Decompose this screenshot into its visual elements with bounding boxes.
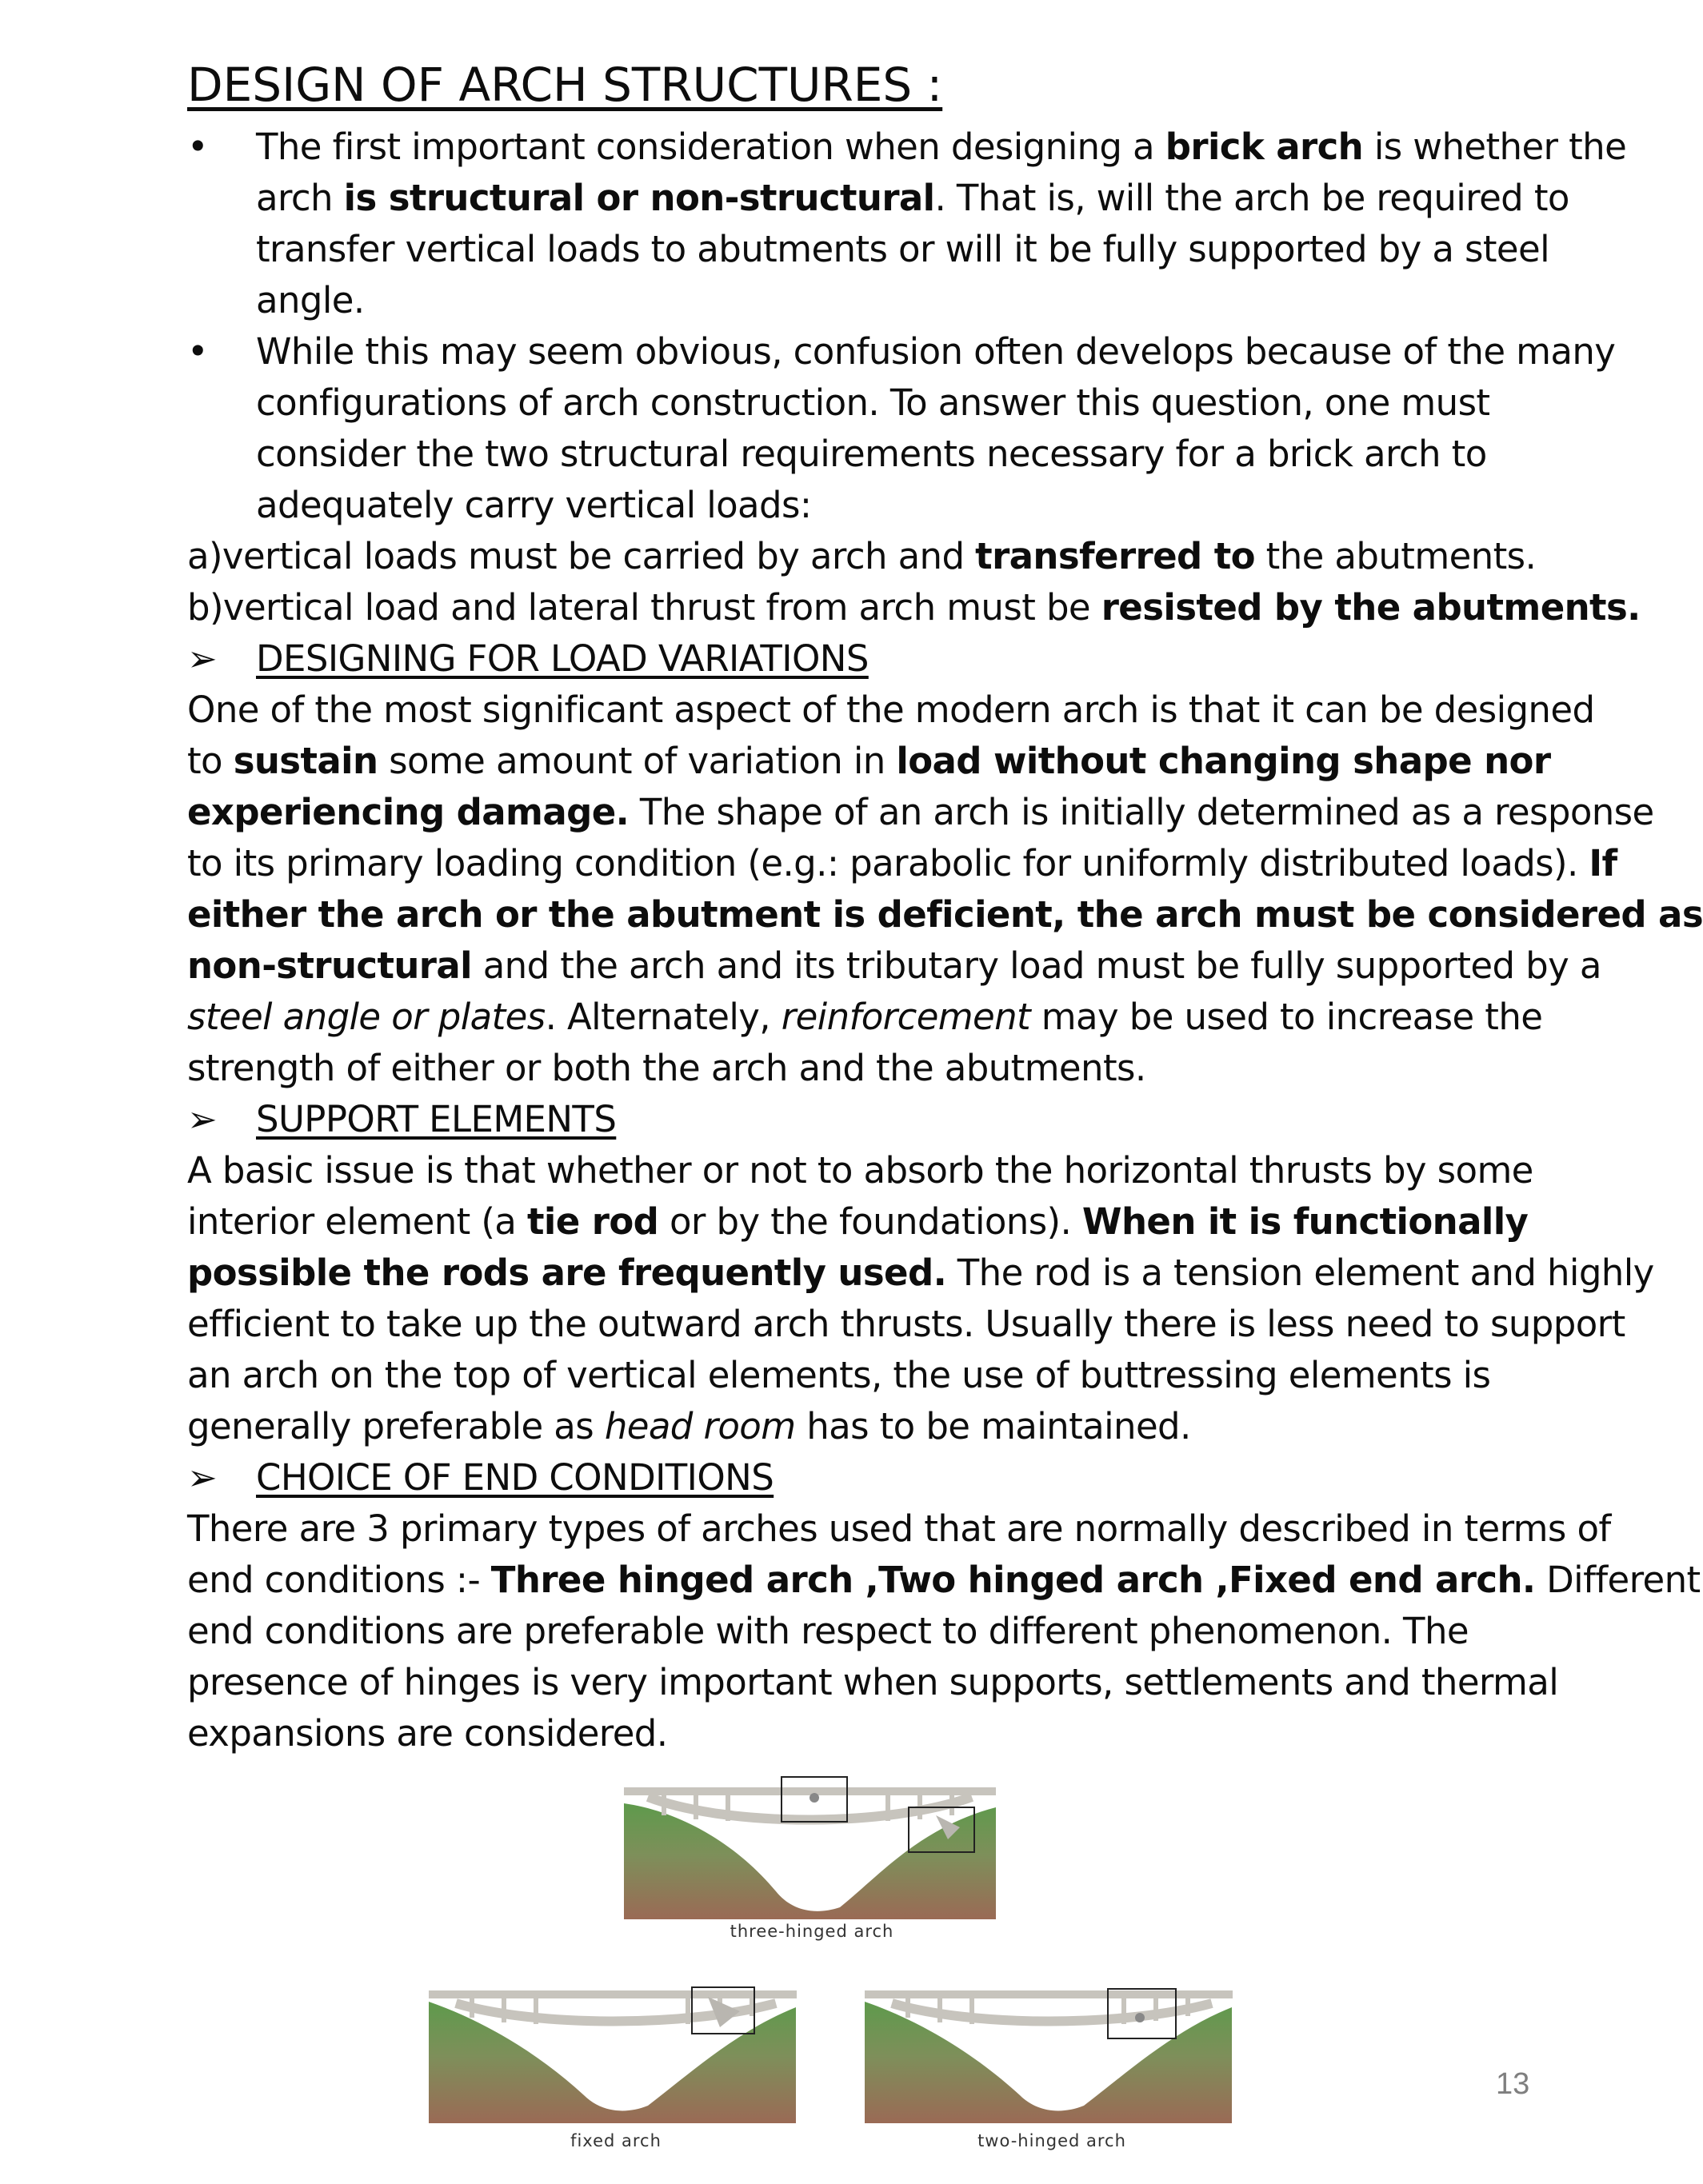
bullet-list [187,122,1627,531]
three-hinged-arch-label: three-hinged arch [730,1922,894,1941]
content [187,48,1703,1759]
text-line [187,736,1611,787]
text-line [187,1299,1625,1350]
text-run: The shape of an arch is initially determined as a response [629,791,1654,833]
text-line [256,480,1611,531]
arrow-bullet-icon: ➢ [187,637,218,680]
text-line [187,685,1611,736]
text-line [187,1196,1611,1248]
text-run: transfer vertical loads to abutments or will it be fully supported by a steel [256,228,1549,270]
text-line [187,889,1703,940]
text-run: efficient to take up the outward arch thrusts. Usually there is less need to support [187,1303,1625,1345]
text-run: to [187,740,234,782]
text-run: consider the two structural requirements necessary for a brick arch to [256,433,1487,475]
text-run: . That is, will the arch be required to [934,177,1569,219]
two-hinged-arch-image [860,1979,1244,2127]
text-run: end conditions are preferable with respect to different phenomenon. The [187,1610,1469,1652]
arrow-bullet-icon: ➢ [187,1098,218,1140]
text-run: There are 3 primary types of arches used that are normally described in terms of [187,1507,1611,1550]
text-line [187,787,1654,838]
text-run: expansions are considered. [187,1712,668,1755]
text-run: Different [1535,1559,1701,1601]
bold-text: brick arch [1165,126,1364,168]
section [187,1452,1701,1759]
text-line [187,1606,1611,1657]
text-line [187,940,1611,992]
bold-text: transferred to [975,535,1255,577]
text-line [187,1555,1701,1606]
text-run: The rod is a tension element and highly [946,1252,1654,1294]
requirement-line [187,582,1641,633]
text-run: or by the foundations). [658,1200,1082,1243]
text-line [256,173,1611,224]
bold-text: possible the rods are frequently used. [187,1252,947,1294]
text-line [187,838,1617,889]
bullet-item [187,122,1627,326]
bold-text: either the arch or the abutment is deficient, the arch must be considered as [187,893,1703,936]
text-line [256,429,1611,480]
text-line [256,122,1627,173]
bold-text: If [1589,842,1617,884]
three-hinged-arch-image [616,1771,1008,1923]
bold-text: resisted by the abutments. [1101,586,1641,629]
text-run: strength of either or both the arch and the abutments. [187,1047,1146,1089]
bold-text: is structural or non-structural [343,177,935,219]
text-run: and the arch and its tributary load must be fully supported by a [472,944,1601,987]
text-run: A basic issue is that whether or not to absorb the horizontal thrusts by some [187,1149,1533,1192]
text-line [256,275,1611,326]
section [187,633,1703,1094]
bold-text: When it is functionally [1081,1200,1529,1243]
fixed-arch-figure [424,1979,808,2151]
text-line [187,1350,1611,1401]
sections [187,633,1703,1759]
section-heading [187,1094,1611,1145]
requirement-line [187,531,1611,582]
bullet-item [187,326,1616,531]
text-run: One of the most significant aspect of the modern arch is that it can be designed [187,689,1595,731]
bullet-marker: • [187,126,208,168]
bullet-marker: • [187,330,208,373]
bold-text: tie rod [527,1200,659,1243]
text-run: a)vertical loads must be carried by arch and [187,535,976,577]
text-run: presence of hinges is very important when supports, settlements and thermal [187,1661,1559,1703]
section-heading-text: DESIGNING FOR LOAD VARIATIONS [256,637,869,680]
text-run: the abutments. [1254,535,1537,577]
section-heading-text: CHOICE OF END CONDITIONS [256,1456,774,1499]
text-line [187,1657,1611,1708]
text-run: configurations of arch construction. To answer this question, one must [256,381,1490,424]
text-run: adequately carry vertical loads: [256,484,812,526]
text-run: . Alternately, [545,996,782,1038]
italic-text: reinforcement [781,996,1031,1038]
text-run: angle. [256,279,365,321]
text-line [256,224,1611,275]
text-run: The first important consideration when designing a [256,126,1165,168]
text-line [187,992,1611,1043]
bold-text: Three hinged arch ,Two hinged arch ,Fixed end arch. [490,1559,1536,1601]
arrow-bullet-icon: ➢ [187,1456,218,1499]
section-heading [187,1452,1611,1503]
text-run: interior element (a [187,1200,527,1243]
page-number: 13 [1496,2067,1530,2101]
section-heading [187,633,1611,685]
text-run: some amount of variation in [378,740,897,782]
text-line [187,1145,1611,1196]
two-hinged-arch-figure [860,1979,1244,2151]
text-run: to its primary loading condition (e.g.: parabolic for uniformly distributed loads). [187,842,1589,884]
text-line [256,377,1611,429]
text-line [256,326,1616,377]
bold-text: experiencing damage. [187,791,630,833]
three-hinged-arch-figure [616,1771,1008,1943]
two-hinged-arch-label: two-hinged arch [977,2131,1126,2150]
text-run: end conditions :- [187,1559,491,1601]
text-line [187,1401,1611,1452]
section [187,1094,1654,1452]
text-line [187,1503,1611,1555]
page-title: DESIGN OF ARCH STRUCTURES : [187,58,943,112]
text-run: an arch on the top of vertical elements, the use of buttressing elements is [187,1354,1491,1396]
text-run: generally preferable as [187,1405,605,1447]
section-heading-text: SUPPORT ELEMENTS [256,1098,617,1140]
bold-text: non-structural [187,944,472,987]
text-line [187,1708,1611,1759]
bold-text: sustain [233,740,378,782]
text-run: is whether the [1363,126,1627,168]
text-run: While this may seem obvious, confusion often develops because of the many [256,330,1616,373]
text-run: arch [256,177,344,219]
italic-text: head room [604,1405,796,1447]
italic-text: steel angle or plates [187,996,546,1038]
text-run: may be used to increase the [1030,996,1543,1038]
fixed-arch-image [424,1979,808,2127]
text-run: has to be maintained. [795,1405,1191,1447]
requirements-list [187,531,1641,633]
bold-text: load without changing shape nor [896,740,1551,782]
text-line [187,1043,1611,1094]
text-line [187,1248,1654,1299]
text-run: b)vertical load and lateral thrust from arch must be [187,586,1101,629]
fixed-arch-label: fixed arch [570,2131,662,2150]
